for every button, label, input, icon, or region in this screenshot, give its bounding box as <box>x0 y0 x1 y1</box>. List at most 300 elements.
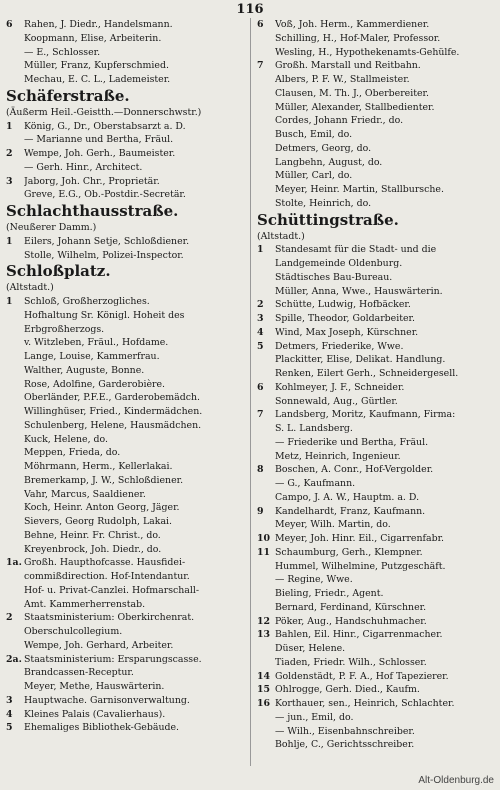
directory-entry <box>257 32 499 46</box>
entry-text: Greve, E.G., Ob.-Postdir.-Secretär. <box>24 189 186 201</box>
directory-entry <box>257 422 499 436</box>
directory-entry <box>6 378 248 392</box>
entry-text: Staatsministerium: Ersparungscasse. <box>24 653 202 665</box>
house-number <box>257 656 275 670</box>
entry-text: Wesling, H., Hypothekenamts-Gehülfe. <box>275 46 460 58</box>
entry-text: Clausen, M. Th. J., Oberbereiter. <box>275 87 429 99</box>
district-text: (Altstadt.) <box>6 282 54 294</box>
directory-entry <box>257 560 499 574</box>
entry-text: Meyer, Methe, Hauswärterin. <box>24 681 165 692</box>
house-number: 1 <box>257 244 264 256</box>
entry-text: Sonnewald, Aug., Gürtler. <box>275 395 398 407</box>
entry-text: Hof- u. Privat-Canzlei. Hofmarschall- <box>24 584 200 596</box>
entry-text: Müller, Carl, do. <box>275 170 353 182</box>
entry-text: Walther, Auguste, Bonne. <box>24 364 145 376</box>
house-number <box>257 73 275 87</box>
directory-entry <box>6 433 248 447</box>
directory-entry <box>6 120 248 134</box>
entry-text: Hummel, Wilhelmine, Putzgeschäft. <box>275 560 446 572</box>
directory-entry <box>257 18 499 32</box>
entry-text: Rahen, J. Diedr., Handelsmann. <box>24 19 173 30</box>
directory-entry <box>257 243 499 257</box>
house-number: 3 <box>6 175 13 187</box>
directory-entry <box>6 73 248 87</box>
entry-text: Kreyenbrock, Joh. Diedr., do. <box>24 543 162 555</box>
house-number <box>6 133 24 147</box>
house-number <box>257 738 275 752</box>
house-number <box>6 446 24 460</box>
directory-entry <box>6 570 248 584</box>
house-number: 6 <box>257 381 264 393</box>
entry-text: Pöker, Aug., Handschuhmacher. <box>275 615 427 627</box>
directory-entry <box>6 653 248 667</box>
directory-entry <box>6 32 248 46</box>
house-number: 3 <box>257 313 264 324</box>
entry-text: Plackitter, Elise, Delikat. Handlung. <box>275 354 446 366</box>
directory-entry <box>6 419 248 433</box>
entry-text: Schilling, H., Hof-Maler, Professor. <box>275 32 441 44</box>
house-number <box>257 422 275 436</box>
house-number <box>257 101 275 115</box>
entry-text: Müller, Anna, Wwe., Hauswärterin. <box>275 285 443 297</box>
house-number <box>257 46 275 60</box>
directory-entry <box>6 680 248 694</box>
directory-entry <box>257 156 499 170</box>
entry-text: Schütte, Ludwig, Hofbäcker. <box>275 299 411 311</box>
directory-entry <box>6 515 248 529</box>
house-number <box>6 249 24 263</box>
entry-text: Rose, Adolfine, Garderobière. <box>24 378 166 390</box>
directory-entry <box>257 183 499 197</box>
directory-entry <box>257 408 499 422</box>
entry-text: Standesamt für die Stadt- und die <box>275 244 437 256</box>
house-number <box>257 128 275 142</box>
entry-text: König, G., Dr., Oberstabsarzt a. D. <box>24 120 186 132</box>
directory-entry <box>6 543 248 557</box>
house-number: 2 <box>6 148 13 159</box>
house-number <box>6 309 24 323</box>
entry-text: Langbehn, August, do. <box>275 156 383 168</box>
entry-text: Stolte, Heinrich, do. <box>275 197 372 209</box>
house-number <box>257 560 275 574</box>
directory-entry <box>6 721 248 735</box>
entry-text: Voß, Joh. Herm., Kammerdiener. <box>275 19 430 30</box>
directory-entry <box>6 405 248 419</box>
house-number <box>6 350 24 364</box>
house-number <box>6 598 24 612</box>
entry-text: v. Witzleben, Fräul., Hofdame. <box>24 337 169 349</box>
directory-entry <box>257 367 499 381</box>
entry-text: Eilers, Johann Setje, Schloßdiener. <box>24 235 190 247</box>
entry-text: Hofhaltung Sr. Königl. Hoheit des <box>24 309 185 321</box>
directory-entry <box>257 340 499 354</box>
house-number: 2 <box>257 299 264 311</box>
house-number <box>257 197 275 211</box>
house-number <box>6 73 24 87</box>
house-number <box>257 642 275 656</box>
house-number <box>6 666 24 680</box>
entry-text: Schaumburg, Gerh., Klempner. <box>275 546 423 558</box>
house-number <box>6 680 24 694</box>
entry-text: Ohlrogge, Gerh. Died., Kaufm. <box>275 684 420 696</box>
entry-text: — Wilh., Eisenbahnschreiber. <box>275 725 415 737</box>
entry-text: — Marianne und Bertha, Fräul. <box>24 134 174 146</box>
house-number <box>6 543 24 557</box>
entry-text: Bieling, Friedr., Agent. <box>275 588 384 599</box>
directory-entry <box>6 295 248 309</box>
house-number: 4 <box>6 708 13 720</box>
directory-entry <box>257 587 499 601</box>
entry-text: Sievers, Georg Rudolph, Lakai. <box>24 516 173 527</box>
house-number <box>257 285 275 299</box>
entry-text: Detmers, Georg, do. <box>275 142 372 154</box>
house-number <box>257 183 275 197</box>
house-number <box>6 336 24 350</box>
watermark: Alt-Oldenburg.de <box>418 775 494 786</box>
entry-text: Städtisches Bau-Bureau. <box>275 271 393 283</box>
entry-text: Bahlen, Eil. Hinr., Cigarrenmacher. <box>275 629 443 641</box>
street-name: Schäferstraße. <box>6 86 130 105</box>
house-number <box>257 436 275 450</box>
directory-entry <box>257 353 499 367</box>
left-column <box>6 18 248 735</box>
directory-entry <box>257 477 499 491</box>
entry-text: Spille, Theodor, Goldarbeiter. <box>275 313 415 324</box>
house-number <box>6 391 24 405</box>
directory-entry <box>257 573 499 587</box>
directory-entry <box>6 584 248 598</box>
house-number <box>6 625 24 639</box>
directory-entry <box>6 460 248 474</box>
house-number: 7 <box>257 409 264 421</box>
house-number <box>257 87 275 101</box>
directory-entry <box>6 336 248 350</box>
house-number <box>257 367 275 381</box>
house-number <box>6 46 24 60</box>
directory-entry <box>6 446 248 460</box>
directory-entry <box>257 114 499 128</box>
house-number: 7 <box>257 60 264 72</box>
house-number <box>257 142 275 156</box>
entry-text: Boschen, A. Conr., Hof-Vergolder. <box>275 464 434 476</box>
entry-text: Kohlmeyer, J. F., Schneider. <box>275 381 405 393</box>
directory-entry <box>257 532 499 546</box>
house-number: 4 <box>257 326 264 338</box>
entry-text: Oberschulcollegium. <box>24 626 123 637</box>
house-number <box>6 405 24 419</box>
house-number <box>6 419 24 433</box>
entry-text: Kleines Palais (Cavalierhaus). <box>24 708 166 720</box>
district-note <box>6 221 248 235</box>
house-number: 14 <box>257 670 271 682</box>
directory-entry <box>257 518 499 532</box>
house-number <box>257 32 275 46</box>
directory-entry <box>6 529 248 543</box>
entry-text: Meyer, Wilh. Martin, do. <box>275 519 391 531</box>
house-number: 9 <box>257 505 264 517</box>
entry-text: — E., Schlosser. <box>24 46 101 58</box>
directory-entry <box>257 87 499 101</box>
house-number <box>257 518 275 532</box>
house-number: 1 <box>6 120 13 132</box>
district-note <box>257 230 499 244</box>
entry-text: Großh. Marstall und Reitbahn. <box>275 60 421 72</box>
entry-text: Müller, Franz, Kupferschmied. <box>24 60 169 72</box>
house-number <box>6 570 24 584</box>
house-number: 16 <box>257 698 271 709</box>
house-number <box>257 271 275 285</box>
house-number <box>6 460 24 474</box>
house-number: 3 <box>6 694 13 706</box>
entry-text: Kandelhardt, Franz, Kaufmann. <box>275 505 426 517</box>
house-number <box>257 587 275 601</box>
entry-text: Möhrmann, Herm., Kellerlakai. <box>24 461 173 472</box>
entry-text: Korthauer, sen., Heinrich, Schlachter. <box>275 698 455 709</box>
street-name: Schüttingstraße. <box>257 210 399 229</box>
entry-text: Detmers, Friederike, Wwe. <box>275 340 404 352</box>
right-column <box>257 18 499 752</box>
house-number: 1 <box>6 296 13 307</box>
house-number <box>6 433 24 447</box>
column-divider <box>250 18 251 766</box>
entry-text: Schloß, Großherzogliches. <box>24 296 150 307</box>
entry-text: Kuck, Helene, do. <box>24 433 109 445</box>
directory-entry <box>6 161 248 175</box>
entry-text: Bernard, Ferdinand, Kürschner. <box>275 601 427 613</box>
entry-text: Koch, Heinr. Anton Georg, Jäger. <box>24 502 180 514</box>
entry-text: Meppen, Frieda, do. <box>24 447 121 459</box>
directory-entry <box>257 642 499 656</box>
house-number <box>6 188 24 202</box>
directory-entry <box>257 505 499 519</box>
house-number: 1a. <box>6 557 22 569</box>
directory-entry <box>257 683 499 697</box>
entry-text: Renken, Eilert Gerh., Schneidergesell. <box>275 368 459 379</box>
street-name: Schloßplatz. <box>6 262 111 281</box>
directory-entry <box>6 175 248 189</box>
house-number <box>6 639 24 653</box>
house-number <box>6 378 24 392</box>
entry-text: Albers, P. F. W., Stallmeister. <box>275 74 410 85</box>
page-number: 116 <box>236 2 264 17</box>
directory-entry <box>257 601 499 615</box>
directory-entry <box>6 46 248 60</box>
directory-entry <box>6 235 248 249</box>
house-number <box>6 584 24 598</box>
directory-entry <box>257 670 499 684</box>
house-number <box>6 364 24 378</box>
directory-entry <box>257 697 499 711</box>
entry-text: Cordes, Johann Friedr., do. <box>275 115 404 127</box>
directory-entry <box>257 463 499 477</box>
directory-entry <box>6 639 248 653</box>
house-number <box>257 601 275 615</box>
house-number <box>257 711 275 725</box>
directory-entry <box>257 711 499 725</box>
directory-entry <box>257 59 499 73</box>
entry-text: Campo, J. A. W., Hauptm. a. D. <box>275 491 420 503</box>
directory-entry <box>257 436 499 450</box>
entry-text: Jaborg, Joh. Chr., Proprietär. <box>24 175 160 187</box>
directory-entry <box>257 197 499 211</box>
house-number <box>6 323 24 337</box>
directory-entry <box>6 501 248 515</box>
directory-entry <box>257 491 499 505</box>
house-number: 13 <box>257 629 271 641</box>
entry-text: — Friederike und Bertha, Fräul. <box>275 436 429 448</box>
house-number <box>6 501 24 515</box>
directory-entry <box>6 666 248 680</box>
entry-text: Landsberg, Moritz, Kaufmann, Firma: <box>275 409 456 421</box>
house-number: 12 <box>257 615 271 627</box>
house-number <box>257 156 275 170</box>
entry-text: — Gerh. Hinr., Architect. <box>24 161 143 173</box>
directory-entry <box>257 546 499 560</box>
directory-entry <box>6 350 248 364</box>
house-number <box>6 59 24 73</box>
directory-entry <box>257 285 499 299</box>
entry-text: Bremerkamp, J. W., Schloßdiener. <box>24 474 184 486</box>
entry-text: Willinghüser, Fried., Kindermädchen. <box>24 406 203 417</box>
house-number <box>257 450 275 464</box>
house-number: 10 <box>257 533 271 544</box>
directory-entry <box>6 556 248 570</box>
entry-text: Tiaden, Friedr. Wilh., Schlosser. <box>275 656 427 668</box>
entry-text: Müller, Alexander, Stallbedienter. <box>275 101 435 113</box>
entry-text: Großh. Haupthofcasse. Hausfidei- <box>24 557 186 569</box>
entry-text: Staatsministerium: Oberkirchenrat. <box>24 612 195 624</box>
directory-entry <box>6 391 248 405</box>
entry-text: Mechau, E. C. L., Lademeister. <box>24 74 171 85</box>
entry-text: Landgemeinde Oldenburg. <box>275 258 403 269</box>
entry-text: Wempe, Joh. Gerh., Baumeister. <box>24 148 176 159</box>
house-number: 11 <box>257 546 271 558</box>
house-number <box>257 353 275 367</box>
entry-text: Meyer, Joh. Hinr. Eil., Cigarrenfabr. <box>275 533 445 544</box>
house-number <box>6 515 24 529</box>
directory-entry <box>257 169 499 183</box>
entry-text: Stolle, Wilhelm, Polizei-Inspector. <box>24 249 184 261</box>
directory-entry <box>257 326 499 340</box>
directory-entry <box>6 188 248 202</box>
house-number <box>257 257 275 271</box>
directory-entry <box>257 73 499 87</box>
street-heading <box>6 87 248 106</box>
house-number: 15 <box>257 684 271 696</box>
directory-entry <box>6 625 248 639</box>
directory-entry <box>6 18 248 32</box>
house-number: 6 <box>257 19 264 30</box>
house-number: 2a. <box>6 653 22 665</box>
street-heading <box>257 211 499 230</box>
house-number: 5 <box>6 722 13 734</box>
entry-text: Düser, Helene. <box>275 643 346 654</box>
directory-entry <box>6 147 248 161</box>
directory-entry <box>257 46 499 60</box>
directory-entry <box>257 142 499 156</box>
house-number <box>6 529 24 543</box>
entry-text: Erbgroßherzogs. <box>24 323 105 335</box>
entry-text: Busch, Emil, do. <box>275 129 353 140</box>
house-number <box>257 395 275 409</box>
directory-entry <box>257 298 499 312</box>
entry-text: Oberländer, P.F.E., Garderobemädch. <box>24 392 201 404</box>
directory-entry <box>257 725 499 739</box>
directory-entry <box>6 474 248 488</box>
directory-entry <box>257 257 499 271</box>
entry-text: S. L. Landsberg. <box>275 423 353 434</box>
directory-entry <box>6 611 248 625</box>
directory-entry <box>257 450 499 464</box>
district-text: (Neußerer Damm.) <box>6 222 97 233</box>
directory-entry <box>257 628 499 642</box>
entry-text: — G., Kaufmann. <box>275 478 356 489</box>
district-note <box>6 281 248 295</box>
house-number <box>257 573 275 587</box>
directory-entry <box>6 323 248 337</box>
house-number: 6 <box>6 19 13 30</box>
street-heading <box>6 262 248 281</box>
entry-text: Wind, Max Joseph, Kürschner. <box>275 326 419 338</box>
directory-entry <box>6 59 248 73</box>
district-note <box>6 106 248 120</box>
directory-entry <box>257 395 499 409</box>
house-number <box>6 474 24 488</box>
directory-entry <box>257 101 499 115</box>
directory-entry <box>6 249 248 263</box>
house-number <box>6 488 24 502</box>
house-number: 8 <box>257 464 264 476</box>
entry-text: Koopmann, Elise, Arbeiterin. <box>24 32 162 44</box>
entry-text: Metz, Heinrich, Ingenieur. <box>275 450 401 462</box>
entry-text: Vahr, Marcus, Saaldiener. <box>24 488 146 500</box>
directory-entry <box>6 309 248 323</box>
house-number: 5 <box>257 340 264 352</box>
directory-entry <box>257 656 499 670</box>
directory-entry <box>257 381 499 395</box>
house-number <box>257 725 275 739</box>
house-number <box>6 32 24 46</box>
entry-text: Behne, Heinr. Fr. Christ., do. <box>24 529 161 541</box>
entry-text: commißdirection. Hof-Intendantur. <box>24 571 190 582</box>
street-name: Schlachthausstraße. <box>6 202 179 220</box>
street-heading <box>6 202 248 221</box>
entry-text: — jun., Emil, do. <box>275 711 354 723</box>
directory-entry <box>6 694 248 708</box>
house-number <box>257 169 275 183</box>
directory-entry <box>257 271 499 285</box>
house-number <box>257 477 275 491</box>
entry-text: — Regine, Wwe. <box>275 574 353 586</box>
house-number <box>6 161 24 175</box>
district-text: (Äußerm Heil.-Geistth.—Donnerschwstr.) <box>6 106 202 118</box>
entry-text: Bohlje, C., Gerichtsschreiber. <box>275 739 415 751</box>
entry-text: Hauptwache. Garnisonverwaltung. <box>24 694 190 706</box>
entry-text: Brandcassen-Receptur. <box>24 667 134 679</box>
entry-text: Schulenberg, Helene, Hausmädchen. <box>24 419 202 431</box>
directory-entry <box>6 488 248 502</box>
directory-entry <box>257 615 499 629</box>
directory-entry <box>257 312 499 326</box>
house-number <box>257 114 275 128</box>
directory-entry <box>6 598 248 612</box>
district-text: (Altstadt.) <box>257 230 305 242</box>
house-number: 1 <box>6 235 13 247</box>
entry-text: Amt. Kammerherrenstab. <box>24 598 146 610</box>
directory-entry <box>6 364 248 378</box>
entry-text: Ehemaliges Bibliothek-Gebäude. <box>24 722 180 734</box>
house-number: 2 <box>6 612 13 624</box>
